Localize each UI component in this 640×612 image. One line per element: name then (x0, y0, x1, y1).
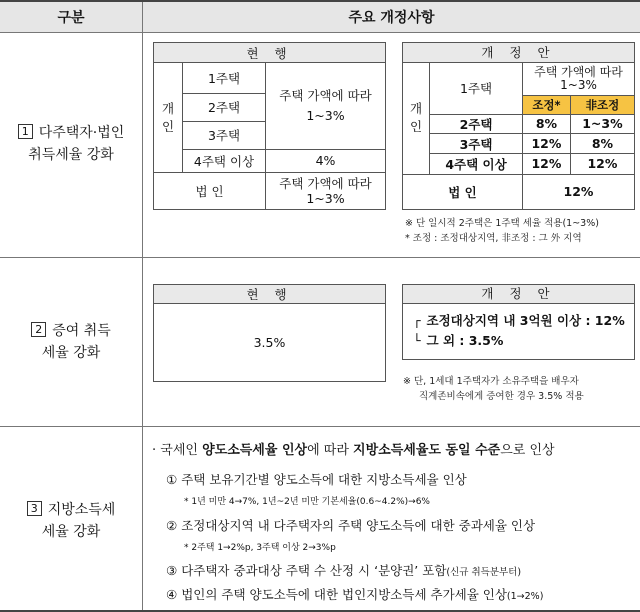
row3-intro-b: 양도소득세율 인상 (202, 443, 308, 458)
row3-item-1 (166, 472, 467, 488)
row1-label-line2: 취득세율 강화 (28, 147, 114, 163)
row1-revised-house1: 1주택 (430, 62, 523, 114)
row1-current-rate-1to3: 주택 가액에 따라 1~3% (266, 63, 386, 149)
row3-item-4-mark: ④ (166, 587, 178, 602)
row3-intro-a: · 국세인 (152, 443, 203, 458)
row1-current-house3: 3주택 (183, 121, 266, 149)
row1-notes (405, 216, 599, 246)
row2-revised-box (402, 284, 635, 360)
row1-revised-col-nonadjusted: 非조정 (570, 95, 634, 114)
row1-number: 1 (18, 124, 33, 139)
row2-number: 2 (31, 322, 46, 337)
row3-subnote-2: * 2주택 1→2%p, 3주택 이상 2→3%p (184, 543, 336, 553)
row3-intro-c: 에 따라 (307, 443, 354, 458)
row3-item-3 (166, 563, 521, 581)
row3-item-3-text: 다주택자 중과대상 주택 수 산정 시 ‘분양권’ 포함 (181, 563, 447, 578)
row1-label-line1: 다주택자·법인 (38, 125, 125, 141)
row1-current-corp: 법 인 (154, 173, 266, 210)
row1-label (0, 122, 142, 166)
row3-item-4 (166, 587, 543, 605)
row2-bracket-top: ┌ (413, 313, 421, 328)
row3-item-4-small: (1→2%) (506, 591, 544, 602)
row2-revised-line1: 조정대상지역 내 3억원 이상 : 12% (426, 313, 625, 328)
row3-item-3-small: (신규 취득분부터) (446, 567, 522, 578)
row2-revised-title: 개 정 안 (403, 285, 634, 304)
row1-revised-house1-rate: 주택 가액에 따라 1~3% (523, 62, 635, 95)
row1-current-house1: 1주택 (183, 63, 266, 93)
row1-revised-house2-nonadjusted: 1~3% (570, 114, 634, 134)
row1-note-1: ※ 단 일시적 2주택은 1주택 세율 적용(1~3%) (405, 218, 599, 229)
row1-current-table (153, 42, 386, 210)
header-category: 구분 (0, 2, 142, 33)
row1-revised-title: 개 정 안 (403, 43, 635, 63)
row1-revised-col-adjusted: 조정* (523, 95, 571, 114)
row1-revised-house2-adjusted: 8% (523, 114, 571, 134)
row3-label-line2: 세율 강화 (41, 524, 101, 540)
row1-current-corp-rate: 주택 가액에 따라 1~3% (266, 173, 386, 210)
row2-label-line2: 세율 강화 (41, 345, 101, 361)
row2-label (0, 320, 142, 364)
row3-label-line1: 지방소득세 (47, 502, 116, 518)
row3-intro-d: 지방소득세율도 동일 수준 (353, 443, 501, 458)
row2-bracket-bottom: └ (413, 333, 421, 348)
row1-revised-corp-rate: 12% (523, 174, 635, 209)
row3-item-2-text: 조정대상지역 내 다주택자의 주택 양도소득에 대한 중과세율 인상 (181, 518, 536, 533)
row1-revised-house4-adjusted: 12% (523, 153, 571, 174)
row1-revised-corp: 법 인 (403, 174, 523, 209)
row3-item-3-mark: ③ (166, 563, 178, 578)
row3-item-1-mark: ① (166, 472, 178, 487)
row3-number: 3 (27, 501, 42, 516)
row2-current-title: 현 행 (154, 285, 386, 304)
row2-note-1: ※ 단, 1세대 1주택자가 소유주택을 배우자 (403, 376, 579, 387)
row3-subnote-1: * 1년 미만 4→7%, 1년~2년 미만 기본세율(0.6~4.2%)→6% (184, 497, 430, 507)
row1-current-rate-4: 4% (266, 149, 386, 173)
row1-revised-house4: 4주택 이상 (430, 153, 523, 174)
row2-note-2: 직계존비속에게 증여한 경우 3.5% 적용 (419, 391, 584, 402)
row3-item-1-text: 주택 보유기간별 양도소득에 대한 지방소득세율 인상 (181, 472, 467, 487)
row1-revised-individual: 개 인 (403, 62, 430, 174)
row1-revised-house3-nonadjusted: 8% (570, 134, 634, 154)
row2-current-table (153, 284, 386, 382)
row2-notes (403, 374, 584, 404)
row1-current-house4: 4주택 이상 (183, 149, 266, 173)
row1-revised-table (402, 42, 635, 210)
row1-revised-house4-nonadjusted: 12% (570, 153, 634, 174)
row1-revised-house3: 3주택 (430, 134, 523, 154)
row1-note-2: * 조정 : 조정대상지역, 非조정 : 그 外 지역 (405, 233, 582, 244)
row1-current-title: 현 행 (154, 43, 386, 63)
row1-current-individual: 개 인 (154, 63, 183, 173)
row2-current-rate: 3.5% (154, 304, 386, 382)
row3-intro-e: 으로 인상 (500, 443, 555, 458)
row1-current-house2: 2주택 (183, 93, 266, 121)
column-divider (142, 2, 143, 610)
row3-intro (152, 443, 555, 459)
row3-label (0, 499, 142, 543)
row1-revised-house3-adjusted: 12% (523, 134, 571, 154)
row2-revised-content (413, 311, 625, 351)
row3-item-2-mark: ② (166, 518, 178, 533)
row1-revised-house2: 2주택 (430, 114, 523, 134)
row2-label-line1: 증여 취득 (52, 323, 111, 339)
row2-revised-line2: 그 외 : 3.5% (426, 333, 504, 348)
row3-item-4-text: 법인의 주택 양도소득에 대한 법인지방소득세 추가세율 인상 (181, 587, 507, 602)
row-divider-2 (0, 426, 640, 427)
row3-item-2 (166, 518, 535, 534)
header-main-changes: 주요 개정사항 (143, 2, 640, 33)
row-divider-1 (0, 257, 640, 258)
